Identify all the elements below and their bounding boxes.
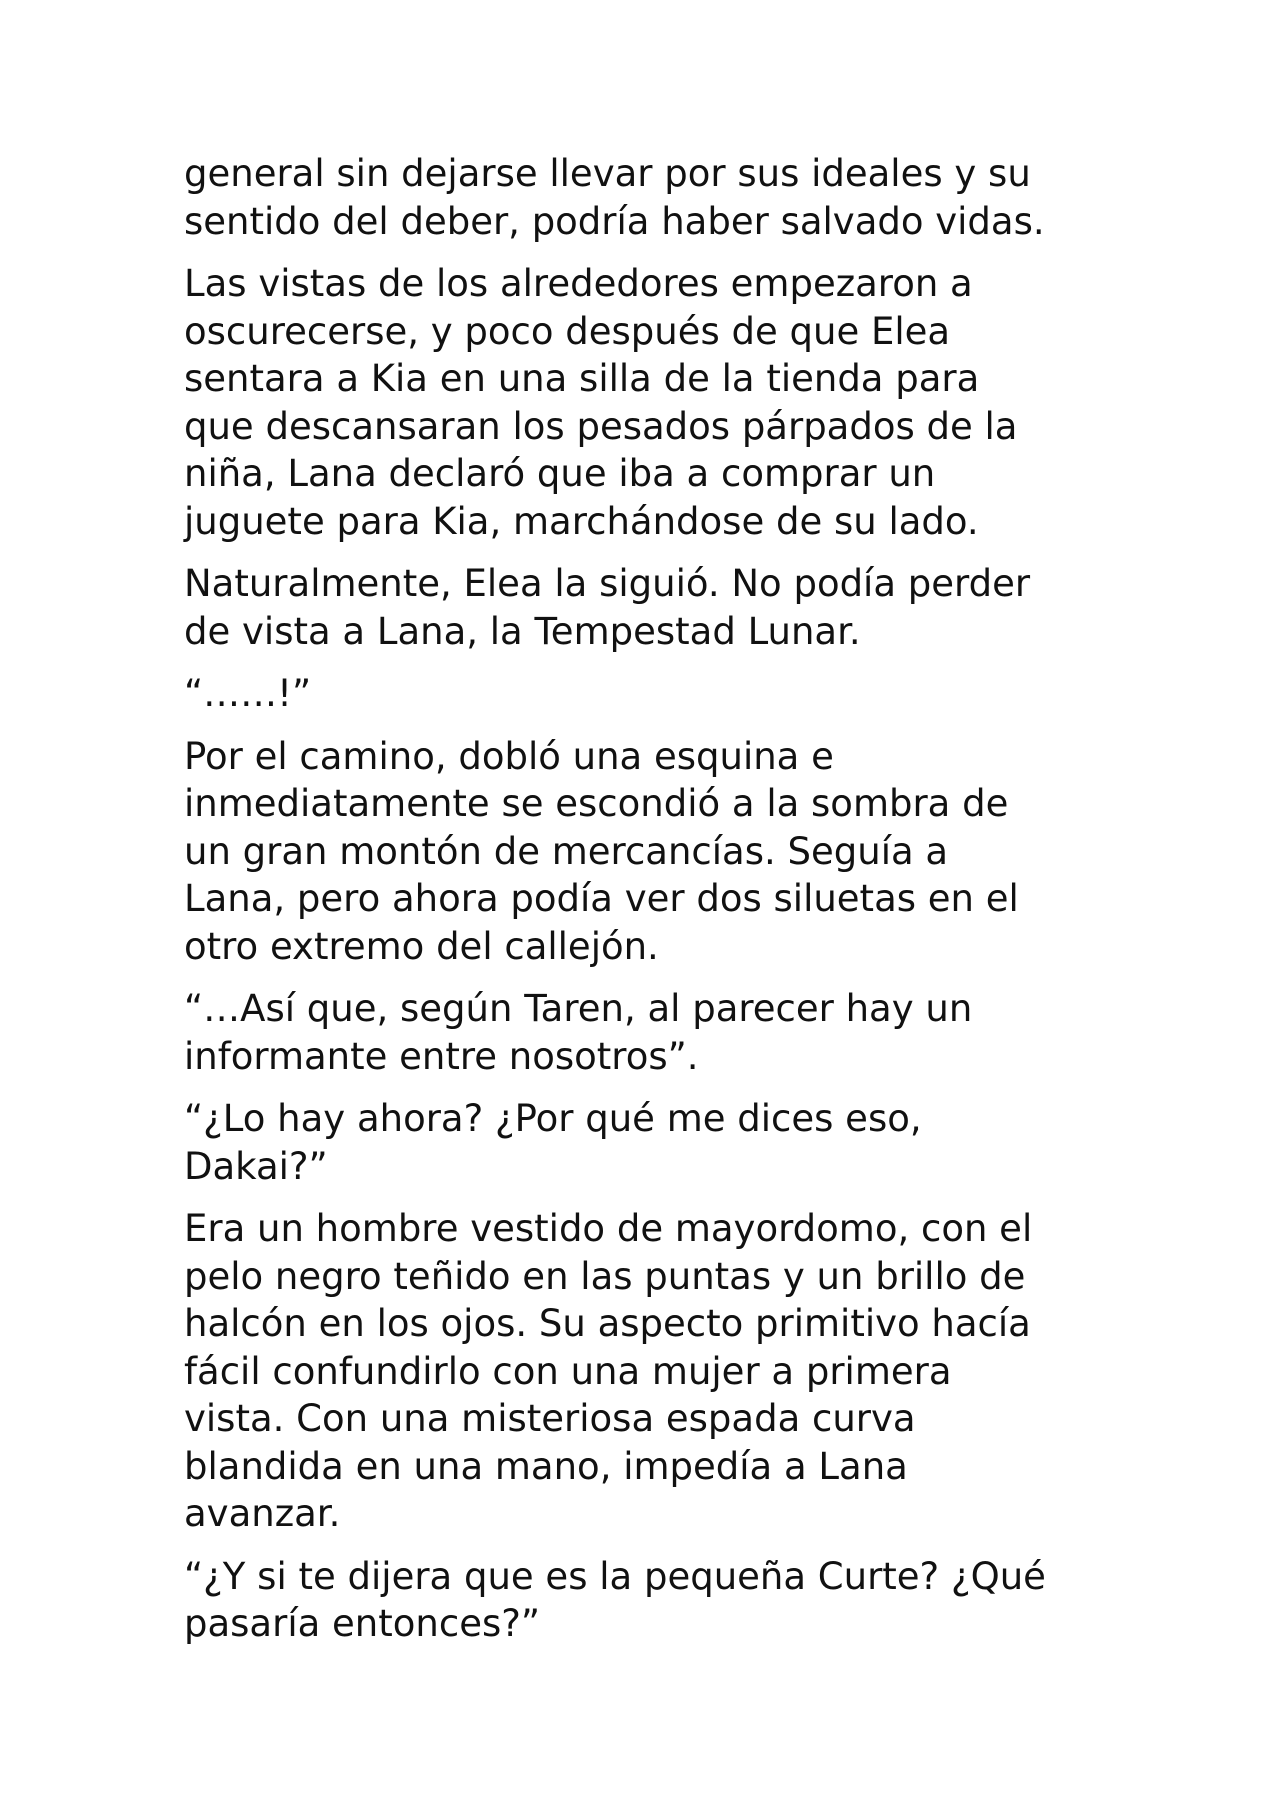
text-line: halcón en los ojos. Su aspecto primitivo hacía [184, 1302, 1031, 1345]
text-line: Las vistas de los alrededores empezaron a [184, 262, 973, 305]
text-line: pelo negro teñido en las puntas y un brillo de [184, 1254, 1026, 1298]
text-line: de vista a Lana, la Tempestad Lunar. [184, 609, 861, 653]
paragraph [184, 560, 1114, 655]
text-line: pasaría entonces?” [184, 1602, 541, 1645]
text-line: fácil confundirlo con una mujer a primera [184, 1349, 952, 1393]
text-line: oscurecerse, y poco después de que Elea [184, 309, 951, 353]
text-line: avanzar. [184, 1492, 341, 1535]
text-line: niña, Lana declaró que iba a comprar un [184, 452, 936, 495]
text-line: blandida en una mano, impedía a Lana [184, 1444, 908, 1488]
paragraph [184, 1095, 1114, 1190]
text-line: Lana, pero ahora podía ver dos siluetas en el [184, 877, 1019, 920]
text-line: Naturalmente, Elea la siguió. No podía perder [184, 562, 1031, 605]
text-line: “……!” [184, 672, 312, 715]
paragraph [184, 670, 1114, 718]
text-line: que descansaran los pesados párpados de la [184, 404, 1018, 448]
text-line: vista. Con una misteriosa espada curva [184, 1397, 916, 1440]
body-text [184, 150, 1114, 1663]
paragraph [184, 733, 1114, 971]
text-line: “¿Y si te dijera que es la pequeña Curte? ¿Qué [184, 1554, 1046, 1598]
text-line: sentara a Kia en una silla de la tienda para [184, 357, 980, 400]
paragraph [184, 1205, 1114, 1538]
text-line: juguete para Kia, marchándose de su lado. [184, 499, 979, 543]
paragraph [184, 260, 1114, 545]
text-line: “…Así que, según Taren, al parecer hay un [184, 987, 973, 1030]
text-line: general sin dejarse llevar por sus ideales y su [184, 152, 1031, 195]
text-line: un gran montón de mercancías. Seguía a [184, 829, 949, 873]
text-line: otro extremo del callejón. [184, 924, 659, 968]
text-line: Por el camino, dobló una esquina e [184, 734, 834, 778]
paragraph [184, 1553, 1114, 1648]
text-line: inmediatamente se escondió a la sombra de [184, 782, 1009, 825]
paragraph [184, 150, 1114, 245]
text-line: informante entre nosotros”. [184, 1034, 699, 1078]
text-line: sentido del deber, podría haber salvado vidas. [184, 199, 1045, 243]
text-line: Dakai?” [184, 1144, 328, 1188]
text-line: Era un hombre vestido de mayordomo, con el [184, 1207, 1033, 1250]
text-line: “¿Lo hay ahora? ¿Por qué me dices eso, [184, 1097, 922, 1140]
paragraph [184, 985, 1114, 1080]
